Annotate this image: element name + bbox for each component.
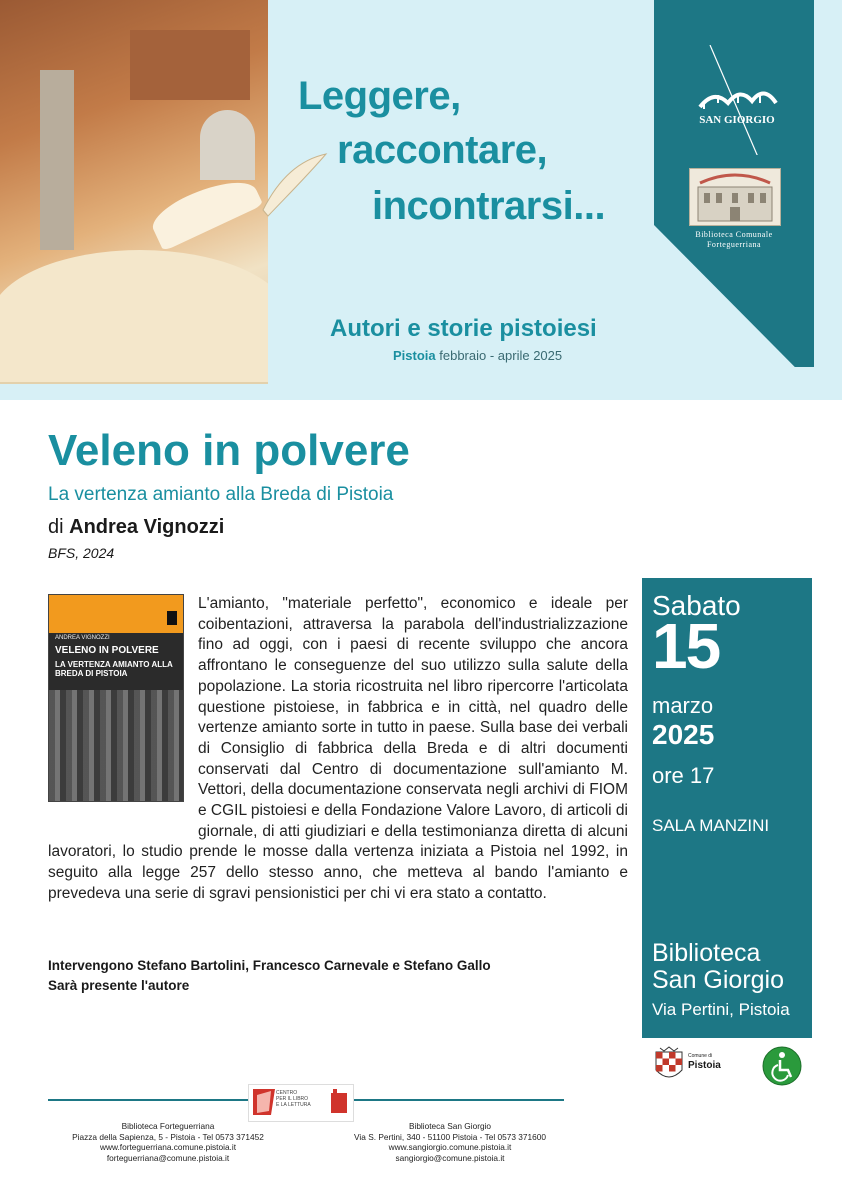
footer-left-email[interactable]: forteguerriana@comune.pistoia.it (106, 1152, 230, 1163)
forteguerriana-line-2: Forteguerriana (706, 240, 762, 249)
header-title-line-3: incontrarsi... (372, 184, 606, 228)
speakers-block (48, 956, 491, 996)
event-title: Veleno in polvere (48, 426, 410, 475)
event-subtitle: La vertenza amianto alla Breda di Pistoia (48, 484, 394, 505)
cepell-logo-text (276, 1090, 311, 1108)
comune-pistoia-label: Pistoia (688, 1060, 721, 1071)
san-giorgio-logo-text: SAN GIORGIO (699, 114, 775, 126)
header-title-line-2: raccontare, (337, 128, 548, 172)
cepell-line-3: E LA LETTURA (276, 1102, 311, 1108)
series-city: Pistoia (393, 348, 436, 363)
event-year: 2025 (652, 719, 715, 750)
book-cover (48, 594, 184, 802)
footer-right-name: Biblioteca San Giorgio (408, 1121, 492, 1131)
forteguerriana-logo-text (672, 230, 796, 250)
footer-right-email[interactable]: sangiorgio@comune.pistoia.it (395, 1152, 505, 1163)
event-venue (652, 940, 784, 994)
san-giorgio-logo-icon (690, 45, 780, 155)
event-room: SALA MANZINI (652, 816, 770, 835)
event-publisher: BFS, 2024 (48, 545, 115, 561)
event-day-name: Sabato (652, 590, 741, 621)
cover-subtitle: LA VERTENZA AMIANTO ALLA BREDA DI PISTOIA (55, 660, 173, 679)
venue-line-1: Biblioteca (652, 939, 761, 967)
footer-right-website[interactable]: www.sangiorgio.comune.pistoia.it (388, 1142, 512, 1152)
footer-left-website[interactable]: www.forteguerriana.comune.pistoia.it (99, 1142, 237, 1152)
comune-label: Comune di (688, 1053, 713, 1059)
series-period (393, 348, 562, 363)
author-prefix: di (48, 516, 64, 538)
cover-author: ANDREA VIGNOZZI (55, 635, 110, 641)
forteguerriana-building-icon (689, 168, 781, 226)
flying-page-icon (258, 150, 328, 220)
cepell-line-2: PER IL LIBRO (276, 1096, 309, 1102)
photo-open-book (0, 250, 268, 384)
photo-bell-tower (40, 70, 74, 250)
photo-building (130, 30, 250, 100)
author-present: Sarà presente l'autore (48, 978, 190, 993)
publisher-logo-icon (167, 611, 177, 625)
venue-line-2: San Giorgio (652, 966, 785, 994)
photo-book-page (147, 169, 264, 252)
author-name: Andrea Vignozzi (69, 516, 225, 538)
header-photo (0, 0, 268, 384)
wheelchair-access-icon (762, 1046, 802, 1086)
cover-title: VELENO IN POLVERE (55, 645, 159, 656)
photo-dome (200, 110, 255, 180)
cepell-line-1: CENTRO (276, 1090, 298, 1096)
event-day-number: 15 (652, 610, 720, 682)
series-title: Autori e storie pistoiesi (330, 315, 597, 342)
footer-left-address: Piazza della Sapienza, 5 - Pistoia - Tel 0573 371452 (72, 1131, 264, 1142)
event-month: marzo (652, 693, 714, 718)
event-address: Via Pertini, Pistoia (652, 1000, 790, 1019)
event-time: ore 17 (652, 763, 715, 788)
footer-right-address: Via S. Pertini, 340 - 51100 Pistoia - Tel 0573 371600 (354, 1131, 546, 1142)
event-date-box (642, 578, 812, 1038)
footer-left-name: Biblioteca Forteguerriana (121, 1121, 215, 1131)
cover-photo (49, 690, 183, 801)
event-author (48, 516, 224, 539)
footer-san-giorgio (320, 1121, 580, 1163)
event-description: L'amianto, "materiale perfetto", economico e ideale per coibentazioni, attraversa la parabola dell'industrializzazione fino ad oggi, con i paesi di recente sviluppo che ancora affrontano le conseguenze del suo utilizzo sulla salute della popolazione. La storia ricostruita nel libro ripercorre l'articolata questione pistoiese, in fabbrica e in città, nel quadro delle vertenze amianto sorte in tutto in paese. Sulla base dei verbali di Consiglio di fabbrica della Breda e di altri documenti conservati dal Centro di documentazione sull'amianto M. Vettori, della documentazione conservata negli archivi di FIOM e CGIL pistoiesi e della Fondazione Valore Lavoro, di articoli di giornale, di atti giudiziari e della testimonianza diretta di alcuni lavoratori, lo studio prende le mosse dalla vertenza iniziata a Pistoia nel 1992, in seguito alla legge 257 dello stesso anno, che metteva al bando l'amianto e prevedeva una serie di sgravi pensionistici per chi vi era stato a contatto. (48, 595, 628, 902)
forteguerriana-line-1: Biblioteca Comunale (695, 230, 773, 239)
footer-forteguerriana (48, 1121, 288, 1163)
header-title-line-1: Leggere, (298, 74, 461, 118)
speakers: Intervengono Stefano Bartolini, Francesco Carnevale e Stefano Gallo (48, 958, 491, 973)
series-dates: febbraio - aprile 2025 (439, 348, 563, 363)
